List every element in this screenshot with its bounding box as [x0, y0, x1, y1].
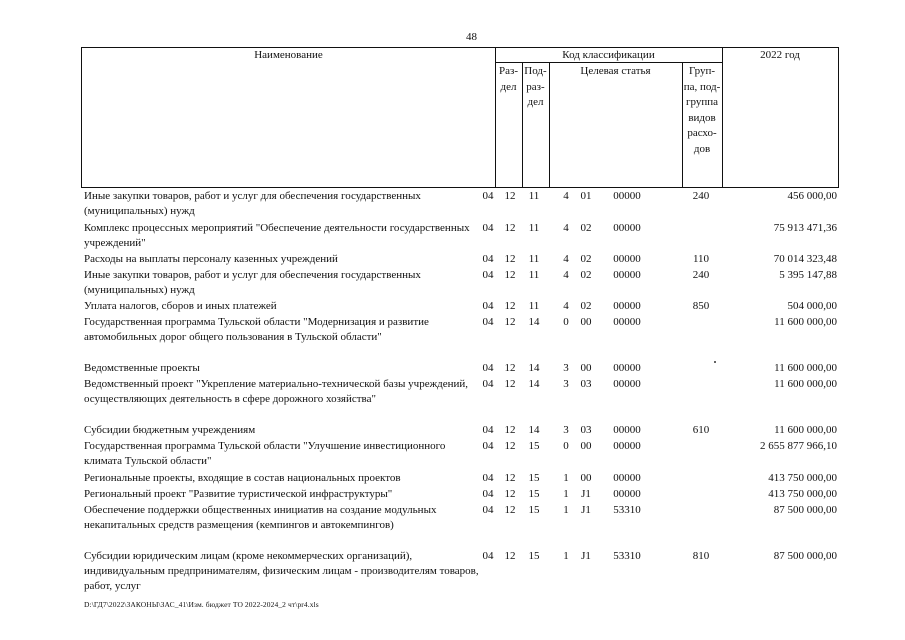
- row-target-subprogram: 4: [563, 253, 569, 265]
- header-code-group: Код классификации: [562, 49, 655, 61]
- row-podrazdel: 12: [504, 362, 516, 374]
- row-podrazdel: 12: [504, 222, 516, 234]
- row-target-event: 00: [580, 440, 592, 452]
- row-expense-type: 850: [692, 300, 710, 312]
- header-podrazdel: Под- раз- дел: [524, 65, 547, 108]
- row-target-program: 11: [528, 190, 540, 202]
- row-name: Обеспечение поддержки общественных инициатив на создание модульных некапитальных средств размещения (кемпингов и автокемпингов): [84, 504, 437, 531]
- row-target-event: 02: [580, 253, 592, 265]
- row-target-subprogram: 1: [563, 472, 569, 484]
- row-amount: 5 395 147,88: [779, 269, 837, 281]
- row-target-subprogram: 1: [563, 504, 569, 516]
- row-podrazdel: 12: [504, 424, 516, 436]
- row-target-event: J1: [581, 488, 591, 500]
- row-razdel: 04: [482, 253, 494, 265]
- row-amount: 413 750 000,00: [768, 488, 837, 500]
- row-target-event: 02: [580, 269, 592, 281]
- row-expense-type: 240: [692, 190, 710, 202]
- row-amount: 2 655 877 966,10: [760, 440, 837, 452]
- row-target-program: 11: [528, 300, 540, 312]
- row-target-event: 03: [580, 424, 592, 436]
- row-target-program: 11: [528, 222, 540, 234]
- row-target-event: 01: [580, 190, 592, 202]
- row-razdel: 04: [482, 424, 494, 436]
- row-target-event: J1: [581, 504, 591, 516]
- row-razdel: 04: [482, 190, 494, 202]
- row-amount: 70 014 323,48: [773, 253, 837, 265]
- header-year: 2022 год: [760, 49, 800, 61]
- row-razdel: 04: [482, 504, 494, 516]
- row-amount: 456 000,00: [787, 190, 837, 202]
- header-divider: [549, 62, 550, 187]
- row-target-subprogram: 4: [563, 222, 569, 234]
- row-target-code: 00000: [613, 269, 641, 281]
- row-amount: 413 750 000,00: [768, 472, 837, 484]
- row-target-code: 00000: [613, 300, 641, 312]
- row-target-program: 14: [528, 316, 540, 328]
- row-amount: 75 913 471,36: [773, 222, 837, 234]
- row-target-program: 15: [528, 488, 540, 500]
- row-target-event: 03: [580, 378, 592, 390]
- row-expense-type: 610: [692, 424, 710, 436]
- row-amount: 11 600 000,00: [774, 424, 837, 436]
- row-razdel: 04: [482, 222, 494, 234]
- row-podrazdel: 12: [504, 550, 516, 562]
- row-podrazdel: 12: [504, 440, 516, 452]
- row-target-code: 00000: [613, 424, 641, 436]
- row-razdel: 04: [482, 300, 494, 312]
- row-name: Комплекс процессных мероприятий "Обеспечение деятельности государственных учреждений": [84, 222, 470, 249]
- row-target-event: 02: [580, 300, 592, 312]
- row-name: Иные закупки товаров, работ и услуг для обеспечения государственных (муниципальных) нужд: [84, 269, 421, 296]
- row-podrazdel: 12: [504, 488, 516, 500]
- header-divider: [722, 48, 723, 187]
- row-podrazdel: 12: [504, 269, 516, 281]
- file-path-footer: D:\ГД7\2022\ЗАКОНЫ\ЗАС_41\Изм. бюджет ТО 2022-2024_2 чт\pr4.xls: [84, 600, 319, 609]
- stray-mark: [714, 361, 716, 363]
- row-target-code: 00000: [613, 362, 641, 374]
- row-name: Ведомственный проект "Укрепление материально-технической базы учреждений, осуществляющих деятельность в сфере дорожного хозяйства": [84, 378, 469, 405]
- row-target-program: 15: [528, 504, 540, 516]
- row-podrazdel: 12: [504, 190, 516, 202]
- row-target-subprogram: 3: [563, 424, 569, 436]
- row-target-code: 00000: [613, 440, 641, 452]
- row-target-code: 00000: [613, 190, 641, 202]
- row-target-code: 00000: [613, 378, 641, 390]
- row-name: Государственная программа Тульской области "Улучшение инвестиционного климата Тульской области": [84, 440, 446, 467]
- header-expense-type: Груп- па, под- группа видов расхо- дов: [683, 65, 721, 155]
- row-name: Иные закупки товаров, работ и услуг для обеспечения государственных (муниципальных) нужд: [84, 190, 421, 217]
- header-name: Наименование: [254, 49, 323, 61]
- row-target-event: J1: [581, 550, 591, 562]
- row-target-program: 14: [528, 378, 540, 390]
- row-target-program: 15: [528, 472, 540, 484]
- row-target-code: 53310: [613, 550, 641, 562]
- row-name: Субсидии бюджетным учреждениям: [84, 424, 256, 436]
- row-razdel: 04: [482, 488, 494, 500]
- row-target-subprogram: 3: [563, 378, 569, 390]
- row-target-subprogram: 1: [563, 488, 569, 500]
- row-target-program: 11: [528, 253, 540, 265]
- row-name: Региональный проект "Развитие туристической инфраструктуры": [84, 488, 393, 500]
- row-target-code: 00000: [613, 316, 641, 328]
- page-number: 48: [466, 31, 477, 43]
- row-razdel: 04: [482, 550, 494, 562]
- row-target-subprogram: 0: [563, 316, 569, 328]
- row-name: Уплата налогов, сборов и иных платежей: [84, 300, 277, 312]
- row-target-code: 00000: [613, 253, 641, 265]
- row-target-subprogram: 0: [563, 440, 569, 452]
- row-target-subprogram: 3: [563, 362, 569, 374]
- row-amount: 504 000,00: [787, 300, 837, 312]
- row-target-program: 15: [528, 550, 540, 562]
- row-target-event: 00: [580, 362, 592, 374]
- row-expense-type: 810: [692, 550, 710, 562]
- row-podrazdel: 12: [504, 472, 516, 484]
- row-podrazdel: 12: [504, 378, 516, 390]
- table-header: [81, 47, 839, 188]
- row-razdel: 04: [482, 472, 494, 484]
- row-target-subprogram: 4: [563, 300, 569, 312]
- row-expense-type: 110: [692, 253, 710, 265]
- row-target-code: 00000: [613, 222, 641, 234]
- row-podrazdel: 12: [504, 253, 516, 265]
- row-name: Расходы на выплаты персоналу казенных учреждений: [84, 253, 338, 265]
- row-podrazdel: 12: [504, 316, 516, 328]
- row-target-subprogram: 4: [563, 269, 569, 281]
- row-name: Региональные проекты, входящие в состав национальных проектов: [84, 472, 401, 484]
- row-target-program: 14: [528, 424, 540, 436]
- row-amount: 11 600 000,00: [774, 316, 837, 328]
- row-target-subprogram: 1: [563, 550, 569, 562]
- row-expense-type: 240: [692, 269, 710, 281]
- row-target-program: 15: [528, 440, 540, 452]
- row-name: Государственная программа Тульской области "Модернизация и развитие автомобильных дорог общего пользования в Тульской области": [84, 316, 429, 343]
- row-podrazdel: 12: [504, 504, 516, 516]
- row-target-subprogram: 4: [563, 190, 569, 202]
- row-target-code: 00000: [613, 488, 641, 500]
- row-amount: 87 500 000,00: [773, 504, 837, 516]
- row-target-code: 53310: [613, 504, 641, 516]
- row-target-event: 00: [580, 316, 592, 328]
- row-target-code: 00000: [613, 472, 641, 484]
- header-razdel: Раз- дел: [498, 65, 518, 93]
- row-name: Субсидии юридическим лицам (кроме некоммерческих организаций), индивидуальным предпринимателям, физическим лицам - производителям товаров, работ, услуг: [84, 550, 479, 592]
- row-razdel: 04: [482, 362, 494, 374]
- row-podrazdel: 12: [504, 300, 516, 312]
- row-amount: 87 500 000,00: [773, 550, 837, 562]
- row-razdel: 04: [482, 269, 494, 281]
- row-razdel: 04: [482, 378, 494, 390]
- row-name: Ведомственные проекты: [84, 362, 200, 374]
- row-target-program: 11: [528, 269, 540, 281]
- row-amount: 11 600 000,00: [774, 362, 837, 374]
- header-target-article: Целевая статья: [580, 65, 651, 77]
- row-razdel: 04: [482, 316, 494, 328]
- row-razdel: 04: [482, 440, 494, 452]
- row-target-program: 14: [528, 362, 540, 374]
- row-amount: 11 600 000,00: [774, 378, 837, 390]
- row-target-event: 00: [580, 472, 592, 484]
- row-target-event: 02: [580, 222, 592, 234]
